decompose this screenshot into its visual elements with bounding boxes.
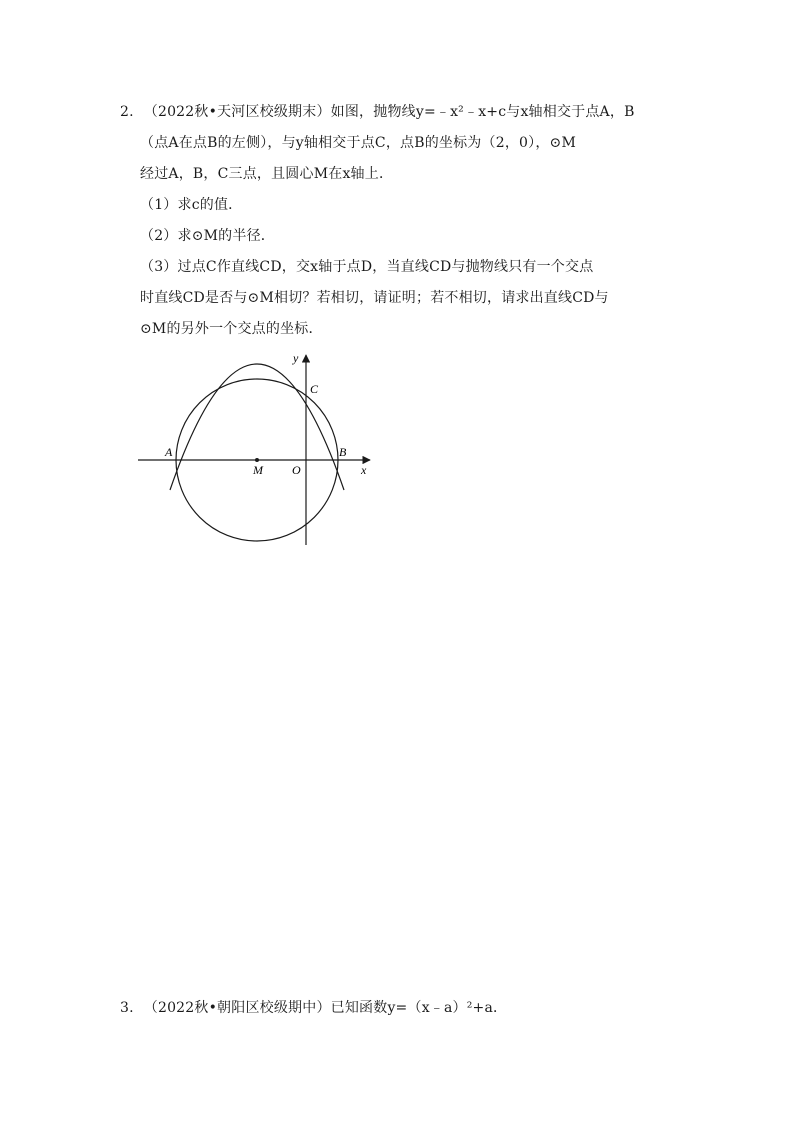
label-b: B	[339, 445, 347, 459]
center-point-m	[255, 458, 259, 462]
problem-3-number: 3.	[120, 1000, 134, 1016]
label-x: x	[361, 463, 367, 477]
problem-2-part-1: （1）求c的值．	[140, 197, 243, 213]
problem-2-part-3-line-1: （3）过点C作直线CD，交x轴于点D，当直线CD与抛物线只有一个交点	[140, 259, 594, 275]
problem-2-line-3: 经过A，B，C三点，且圆心M在x轴上．	[140, 166, 394, 182]
label-a: A	[165, 445, 173, 459]
problem-3-line-1	[120, 998, 507, 1018]
problem-2-text-1: （2022秋•天河区校级期末）如图，抛物线y=﹣x²﹣x+c与x轴相交于点A，B	[143, 104, 635, 120]
problem-3-text: （2022秋•朝阳区校级期中）已知函数y=（x﹣a）²+a．	[143, 1000, 508, 1016]
label-c: C	[310, 382, 319, 396]
figure-svg	[130, 350, 380, 550]
label-m: M	[253, 463, 263, 477]
label-o: O	[292, 463, 301, 477]
problem-2-line-1	[120, 102, 635, 122]
problem-2-part-3-line-2: 时直线CD是否与⊙M相切？若相切，请证明；若不相切，请求出直线CD与	[140, 290, 609, 306]
problem-2-part-3-line-3: ⊙M的另外一个交点的坐标．	[140, 321, 323, 337]
problem-2-figure	[130, 350, 380, 550]
problem-2-line-2: （点A在点B的左侧），与y轴相交于点C，点B的坐标为（2，0），⊙M	[140, 135, 576, 151]
problem-2-part-2: （2）求⊙M的半径．	[140, 228, 275, 244]
label-y: y	[293, 351, 299, 365]
problem-2-number: 2.	[120, 104, 134, 120]
